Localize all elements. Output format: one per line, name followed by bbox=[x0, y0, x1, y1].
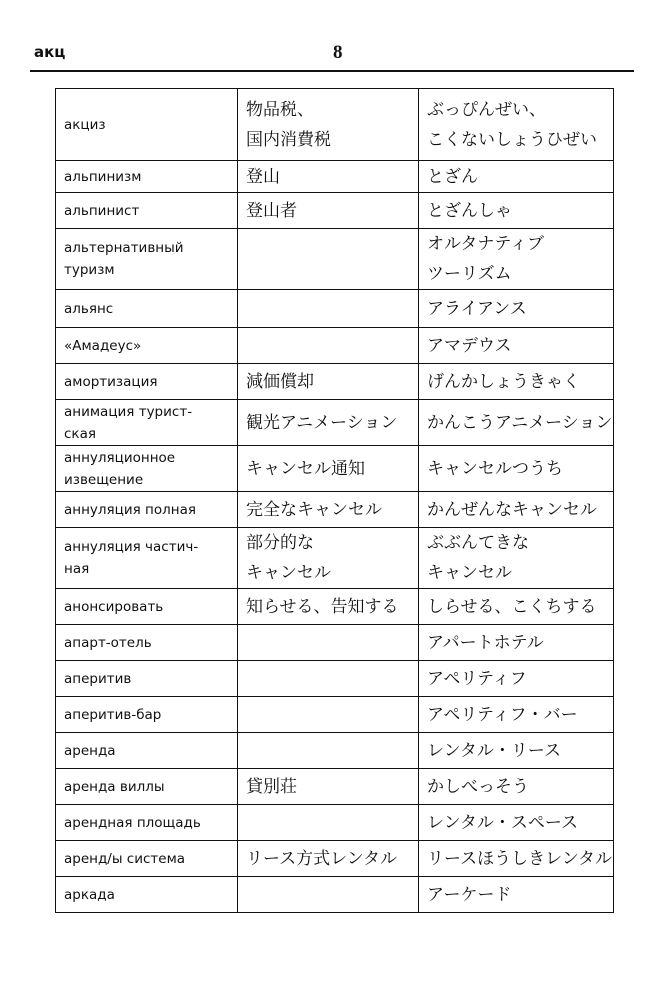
cell-line: аннуляция частич- bbox=[64, 539, 199, 555]
cell-line: аннуляция полная bbox=[64, 501, 196, 518]
russian-term-cell bbox=[56, 290, 238, 328]
japanese-kanji-cell bbox=[238, 492, 419, 528]
cell-line: аркада bbox=[64, 886, 115, 903]
japanese-kanji-cell bbox=[238, 446, 419, 492]
cell-line: アペリティフ・バー bbox=[427, 704, 578, 725]
table-row bbox=[56, 229, 614, 290]
cell-line: ツーリズム bbox=[427, 264, 512, 284]
cell-line: апарт-отель bbox=[64, 634, 152, 651]
cell-line: амортизация bbox=[64, 373, 158, 390]
table-row bbox=[56, 89, 614, 161]
cell-line: извещение bbox=[64, 471, 144, 488]
japanese-reading-cell bbox=[419, 805, 614, 841]
cell-line: альтернативный bbox=[64, 240, 184, 256]
russian-term-cell bbox=[56, 193, 238, 229]
table-row bbox=[56, 400, 614, 446]
cell-line: туризм bbox=[64, 262, 115, 278]
japanese-reading-cell bbox=[419, 769, 614, 805]
cell-line: しらせる、こくちする bbox=[427, 596, 597, 617]
japanese-kanji-cell bbox=[238, 697, 419, 733]
japanese-kanji-cell bbox=[238, 229, 419, 290]
russian-term-cell bbox=[56, 528, 238, 589]
cell-line: «Амадеус» bbox=[64, 337, 142, 354]
cell-line: アーケード bbox=[427, 884, 512, 905]
russian-term-cell bbox=[56, 841, 238, 877]
japanese-reading-cell bbox=[419, 193, 614, 229]
japanese-kanji-cell bbox=[238, 364, 419, 400]
russian-term-cell bbox=[56, 805, 238, 841]
japanese-reading-cell bbox=[419, 841, 614, 877]
table-row bbox=[56, 697, 614, 733]
japanese-reading-cell bbox=[419, 589, 614, 625]
russian-term-cell bbox=[56, 661, 238, 697]
table-row bbox=[56, 193, 614, 229]
table-row bbox=[56, 625, 614, 661]
cell-line: аперитив bbox=[64, 670, 132, 687]
cell-line: とざんしゃ bbox=[427, 200, 512, 221]
table-row bbox=[56, 492, 614, 528]
cell-line: アペリティフ bbox=[427, 668, 527, 689]
russian-term-cell bbox=[56, 161, 238, 193]
cell-line: акциз bbox=[64, 116, 106, 133]
russian-term-cell bbox=[56, 229, 238, 290]
cell-line: 部分的な bbox=[246, 533, 314, 553]
table-row bbox=[56, 841, 614, 877]
russian-term-cell bbox=[56, 877, 238, 913]
cell-line: かしべっそう bbox=[427, 776, 529, 797]
cell-line: げんかしょうきゃく bbox=[427, 371, 580, 392]
japanese-reading-cell bbox=[419, 492, 614, 528]
japanese-kanji-cell bbox=[238, 805, 419, 841]
running-head: акц bbox=[34, 43, 66, 61]
russian-term-cell bbox=[56, 328, 238, 364]
cell-line: ぶっぴんぜい、 bbox=[427, 99, 546, 120]
russian-term-cell bbox=[56, 364, 238, 400]
japanese-reading-cell bbox=[419, 528, 614, 589]
cell-line: かんぜんなキャンセル bbox=[427, 499, 597, 520]
japanese-kanji-cell bbox=[238, 528, 419, 589]
cell-line: альянс bbox=[64, 300, 114, 317]
cell-line: анонсировать bbox=[64, 598, 164, 615]
table-row bbox=[56, 661, 614, 697]
cell-line: ная bbox=[64, 561, 90, 577]
cell-line: アパートホテル bbox=[427, 632, 544, 653]
table-row bbox=[56, 364, 614, 400]
cell-line: こくないしょうひぜい bbox=[427, 129, 597, 150]
cell-line: арендная площадь bbox=[64, 814, 201, 831]
cell-line: альпинизм bbox=[64, 168, 142, 185]
japanese-reading-cell bbox=[419, 661, 614, 697]
cell-line: 知らせる、告知する bbox=[246, 596, 399, 617]
japanese-kanji-cell bbox=[238, 625, 419, 661]
cell-line: 国内消費税 bbox=[246, 129, 331, 150]
japanese-kanji-cell bbox=[238, 769, 419, 805]
japanese-kanji-cell bbox=[238, 841, 419, 877]
cell-line: 観光アニメーション bbox=[246, 412, 398, 433]
russian-term-cell bbox=[56, 446, 238, 492]
cell-line: аперитив-бар bbox=[64, 706, 162, 723]
japanese-kanji-cell bbox=[238, 877, 419, 913]
japanese-kanji-cell bbox=[238, 89, 419, 161]
cell-line: アマデウス bbox=[427, 335, 512, 356]
cell-line: 物品税、 bbox=[246, 99, 314, 120]
japanese-reading-cell bbox=[419, 877, 614, 913]
japanese-kanji-cell bbox=[238, 589, 419, 625]
japanese-reading-cell bbox=[419, 229, 614, 290]
russian-term-cell bbox=[56, 697, 238, 733]
japanese-kanji-cell bbox=[238, 290, 419, 328]
table-row bbox=[56, 589, 614, 625]
cell-line: ская bbox=[64, 425, 96, 442]
cell-line: альпинист bbox=[64, 202, 140, 219]
japanese-kanji-cell bbox=[238, 161, 419, 193]
cell-line: リース方式レンタル bbox=[246, 848, 398, 869]
header-rule bbox=[30, 70, 634, 72]
russian-term-cell bbox=[56, 589, 238, 625]
cell-line: キャンセル bbox=[427, 563, 512, 583]
cell-line: レンタル・スペース bbox=[427, 812, 579, 833]
japanese-reading-cell bbox=[419, 89, 614, 161]
japanese-kanji-cell bbox=[238, 661, 419, 697]
cell-line: キャンセル bbox=[246, 563, 331, 583]
japanese-kanji-cell bbox=[238, 733, 419, 769]
japanese-reading-cell bbox=[419, 328, 614, 364]
cell-line: キャンセル通知 bbox=[246, 458, 365, 479]
cell-line: аннуляционное bbox=[64, 449, 176, 466]
cell-line: 貸別荘 bbox=[246, 776, 297, 797]
japanese-reading-cell bbox=[419, 290, 614, 328]
cell-line: とざん bbox=[427, 166, 478, 187]
glossary-body bbox=[56, 89, 614, 913]
cell-line: 減価償却 bbox=[246, 371, 314, 392]
japanese-reading-cell bbox=[419, 697, 614, 733]
japanese-reading-cell bbox=[419, 364, 614, 400]
japanese-reading-cell bbox=[419, 400, 614, 446]
japanese-kanji-cell bbox=[238, 400, 419, 446]
japanese-kanji-cell bbox=[238, 328, 419, 364]
japanese-reading-cell bbox=[419, 625, 614, 661]
cell-line: 登山 bbox=[246, 166, 280, 187]
cell-line: オルタナティブ bbox=[427, 234, 544, 254]
cell-line: аренда bbox=[64, 742, 116, 759]
japanese-reading-cell bbox=[419, 446, 614, 492]
russian-term-cell bbox=[56, 492, 238, 528]
russian-term-cell bbox=[56, 400, 238, 446]
cell-line: аренд/ы система bbox=[64, 850, 186, 867]
japanese-reading-cell bbox=[419, 161, 614, 193]
table-row bbox=[56, 161, 614, 193]
cell-line: анимация турист- bbox=[64, 403, 193, 420]
russian-term-cell bbox=[56, 625, 238, 661]
russian-term-cell bbox=[56, 89, 238, 161]
table-row bbox=[56, 528, 614, 589]
japanese-reading-cell bbox=[419, 733, 614, 769]
table-row bbox=[56, 805, 614, 841]
table-row bbox=[56, 769, 614, 805]
cell-line: アライアンス bbox=[427, 298, 527, 319]
cell-line: 登山者 bbox=[246, 200, 297, 221]
cell-line: かんこうアニメーション bbox=[427, 412, 613, 433]
cell-line: レンタル・リース bbox=[427, 740, 562, 761]
table-row bbox=[56, 446, 614, 492]
table-row bbox=[56, 733, 614, 769]
page-number: 8 bbox=[333, 42, 343, 63]
cell-line: аренда виллы bbox=[64, 778, 165, 795]
russian-term-cell bbox=[56, 733, 238, 769]
table-row bbox=[56, 290, 614, 328]
cell-line: 完全なキャンセル bbox=[246, 499, 382, 520]
cell-line: キャンセルつうち bbox=[427, 458, 563, 479]
cell-line: リースほうしきレンタル bbox=[427, 848, 613, 869]
russian-term-cell bbox=[56, 769, 238, 805]
cell-line: ぶぶんてきな bbox=[427, 533, 529, 553]
glossary-table bbox=[55, 88, 614, 913]
table-row bbox=[56, 328, 614, 364]
table-row bbox=[56, 877, 614, 913]
japanese-kanji-cell bbox=[238, 193, 419, 229]
